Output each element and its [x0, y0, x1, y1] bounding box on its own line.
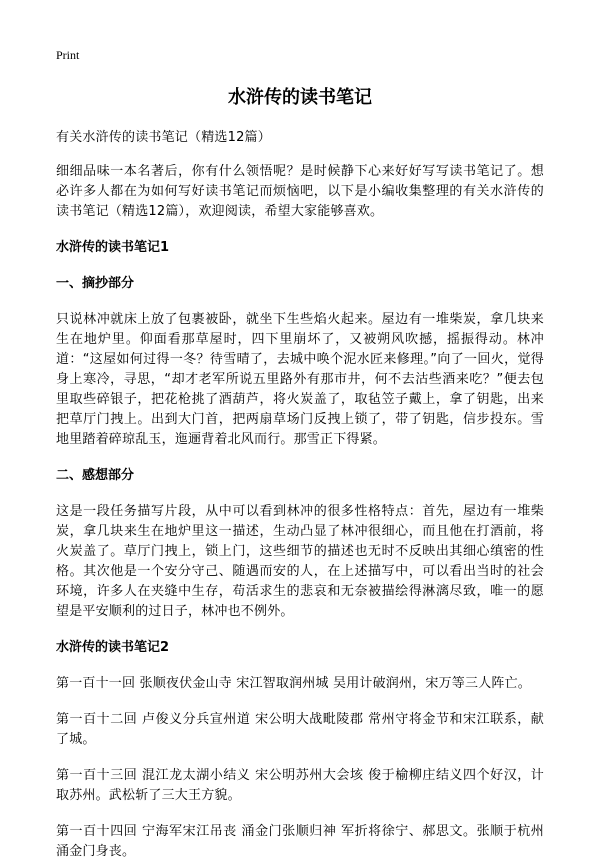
page-title: 水浒传的读书笔记: [228, 87, 372, 108]
reflection-section-heading: 二、感想部分: [56, 468, 135, 483]
excerpt-paragraph: 只说林冲就床上放了包裹被卧，就坐下生些焰火起来。屋边有一堆柴炭，拿几块来生在地炉里。仰面看那草屋时，四下里崩坏了，又被朔风吹撼，摇振得动。林冲道：“这屋如何过得一冬？待雪晴了，去城中唤个泥水匠来修理。”向了一回火，觉得身上寒冷，寻思，“却才老军所说五里路外有那市井，何不去沽些酒来吃？”便去包里取些碎银子，把花枪挑了酒葫芦，将火炭盖了，取毡笠子戴上，拿了钥匙，出来把草厅门拽上。出到大门首，把两扇草场门反拽上锁了，带了钥匙，信步投东。雪地里踏着碎琼乱玉，迤逦背着北风而行。那雪正下得紧。: [56, 312, 544, 447]
chapter-paragraph: 第一百十四回 宁海军宋江吊丧 涌金门张顺归神 军折将徐宁、郝思文。张顺于杭州涌金门身丧。: [56, 824, 544, 859]
subtitle: 有关水浒传的读书笔记（精选12篇）: [56, 130, 271, 145]
chapter-paragraph: 第一百十三回 混江龙太湖小结义 宋公明苏州大会垓 俊于榆柳庄结义四个好汉，计取苏州。武松斩了三大王方貌。: [56, 768, 544, 803]
note2-heading: 水浒传的读书笔记2: [56, 640, 170, 655]
note1-heading: 水浒传的读书笔记1: [56, 240, 170, 255]
print-link[interactable]: Print: [56, 48, 80, 62]
reflection-paragraph: 这是一段任务描写片段，从中可以看到林冲的很多性格特点：首先，屋边有一堆柴炭，拿几块来生在地炉里这一描述，生动凸显了林冲很细心，而且他在打酒前，将火炭盖了。草厅门拽上，锁上门，这些细节的描述也无时不反映出其细心缜密的性格。其次他是一个安分守己、随遇而安的人，在上述描写中，可以看出当时的社会环境，许多人在夹缝中生存，苟活求生的悲哀和无奈被描绘得淋漓尽致，唯一的愿望是平安顺利的过日子，林冲也不例外。: [56, 504, 544, 619]
intro-paragraph: 细细品味一本名著后，你有什么领悟呢？是时候静下心来好好写写读书笔记了。想必许多人都在为如何写好读书笔记而烦恼吧，以下是小编收集整理的有关水浒传的读书笔记（精选12篇），欢迎阅读，希望大家能够喜欢。: [56, 164, 544, 219]
chapter-paragraph: 第一百十二回 卢俊义分兵宣州道 宋公明大战毗陵郡 常州守将金节和宋江联系，献了城。: [56, 712, 544, 747]
chapter-paragraph: 第一百十一回 张顺夜伏金山寺 宋江智取润州城 吴用计破润州，宋万等三人阵亡。: [56, 676, 531, 691]
excerpt-section-heading: 一、摘抄部分: [56, 276, 135, 291]
